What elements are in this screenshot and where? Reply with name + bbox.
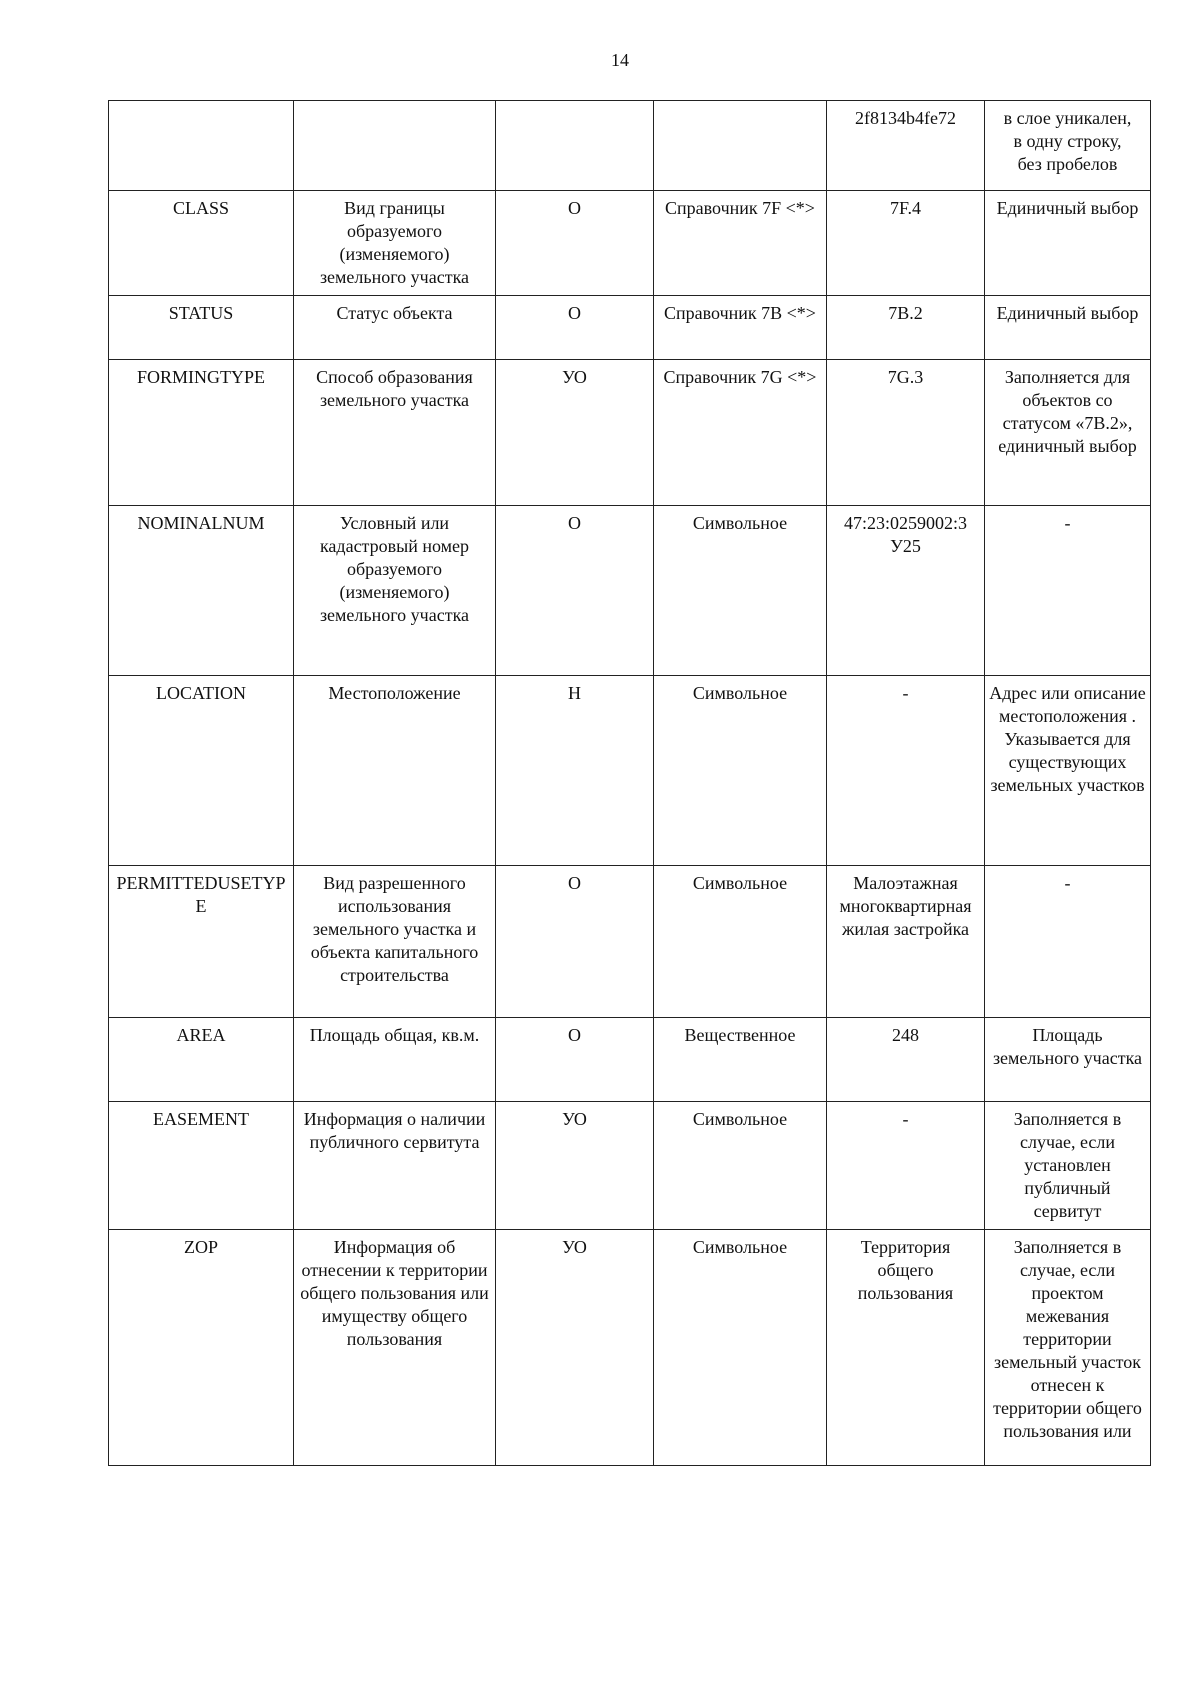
cell-code: EASEMENT bbox=[109, 1102, 294, 1230]
cell-type: Символьное bbox=[654, 866, 827, 1018]
cell-requirement: О bbox=[496, 866, 654, 1018]
cell-code bbox=[109, 101, 294, 191]
cell-example: 248 bbox=[827, 1018, 985, 1102]
cell-code: LOCATION bbox=[109, 676, 294, 866]
cell-description: Статус объекта bbox=[294, 296, 496, 360]
page-number: 14 bbox=[611, 50, 629, 70]
cell-requirement: УО bbox=[496, 1230, 654, 1466]
cell-example: 7В.2 bbox=[827, 296, 985, 360]
cell-code: ZOP bbox=[109, 1230, 294, 1466]
cell-note: Заполняется для объектов со статусом «7В.2», единичный выбор bbox=[985, 360, 1151, 506]
cell-description: Вид разрешенного использования земельного участка и объекта капитального строительства bbox=[294, 866, 496, 1018]
cell-note: Площадь земельного участка bbox=[985, 1018, 1151, 1102]
table-row bbox=[109, 866, 1151, 1018]
cell-example: Территория общего пользования bbox=[827, 1230, 985, 1466]
cell-type: Справочник 7G <*> bbox=[654, 360, 827, 506]
cell-example: 7F.4 bbox=[827, 191, 985, 296]
cell-requirement: УО bbox=[496, 360, 654, 506]
cell-note: Единичный выбор bbox=[985, 191, 1151, 296]
cell-code: NOMINALNUM bbox=[109, 506, 294, 676]
cell-requirement: О bbox=[496, 191, 654, 296]
table-row bbox=[109, 1018, 1151, 1102]
cell-example: - bbox=[827, 1102, 985, 1230]
table-row bbox=[109, 191, 1151, 296]
cell-requirement: О bbox=[496, 1018, 654, 1102]
cell-requirement bbox=[496, 101, 654, 191]
cell-note: Заполняется в случае, если проектом межевания территории земельный участок отнесен к территории общего пользования или bbox=[985, 1230, 1151, 1466]
attributes-table bbox=[108, 100, 1151, 1466]
cell-description: Вид границы образуемого (изменяемого) земельного участка bbox=[294, 191, 496, 296]
cell-type: Справочник 7В <*> bbox=[654, 296, 827, 360]
cell-description: Информация о наличии публичного сервитута bbox=[294, 1102, 496, 1230]
cell-note: Единичный выбор bbox=[985, 296, 1151, 360]
cell-description: Способ образования земельного участка bbox=[294, 360, 496, 506]
cell-description bbox=[294, 101, 496, 191]
cell-requirement: О bbox=[496, 506, 654, 676]
table-row bbox=[109, 101, 1151, 191]
cell-type: Символьное bbox=[654, 1230, 827, 1466]
cell-description: Площадь общая, кв.м. bbox=[294, 1018, 496, 1102]
cell-example: - bbox=[827, 676, 985, 866]
table-row bbox=[109, 1230, 1151, 1466]
cell-code: AREA bbox=[109, 1018, 294, 1102]
cell-example: 47:23:0259002:3 У25 bbox=[827, 506, 985, 676]
cell-note: - bbox=[985, 866, 1151, 1018]
table-row bbox=[109, 676, 1151, 866]
cell-example: 7G.3 bbox=[827, 360, 985, 506]
cell-note: Адрес или описание местоположения . Указывается для существующих земельных участков bbox=[985, 676, 1151, 866]
table-row bbox=[109, 360, 1151, 506]
cell-note: Заполняется в случае, если установлен публичный сервитут bbox=[985, 1102, 1151, 1230]
cell-example: 2f8134b4fe72 bbox=[827, 101, 985, 191]
cell-description: Местоположение bbox=[294, 676, 496, 866]
cell-requirement: О bbox=[496, 296, 654, 360]
cell-code: STATUS bbox=[109, 296, 294, 360]
cell-description: Условный или кадастровый номер образуемого (изменяемого) земельного участка bbox=[294, 506, 496, 676]
cell-type bbox=[654, 101, 827, 191]
cell-note: - bbox=[985, 506, 1151, 676]
cell-type: Символьное bbox=[654, 1102, 827, 1230]
cell-description: Информация об отнесении к территории общего пользования или имуществу общего пользования bbox=[294, 1230, 496, 1466]
cell-type: Символьное bbox=[654, 506, 827, 676]
cell-type: Вещественное bbox=[654, 1018, 827, 1102]
cell-code: CLASS bbox=[109, 191, 294, 296]
table-row bbox=[109, 1102, 1151, 1230]
cell-example: Малоэтажная многоквартирная жилая застройка bbox=[827, 866, 985, 1018]
cell-type: Символьное bbox=[654, 676, 827, 866]
cell-requirement: Н bbox=[496, 676, 654, 866]
cell-requirement: УО bbox=[496, 1102, 654, 1230]
cell-code: FORMINGTYPE bbox=[109, 360, 294, 506]
table-row bbox=[109, 296, 1151, 360]
cell-type: Справочник 7F <*> bbox=[654, 191, 827, 296]
cell-note: в слое уникален, в одну строку, без пробелов bbox=[985, 101, 1151, 191]
table-row bbox=[109, 506, 1151, 676]
cell-code: PERMITTEDUSETYPE bbox=[109, 866, 294, 1018]
